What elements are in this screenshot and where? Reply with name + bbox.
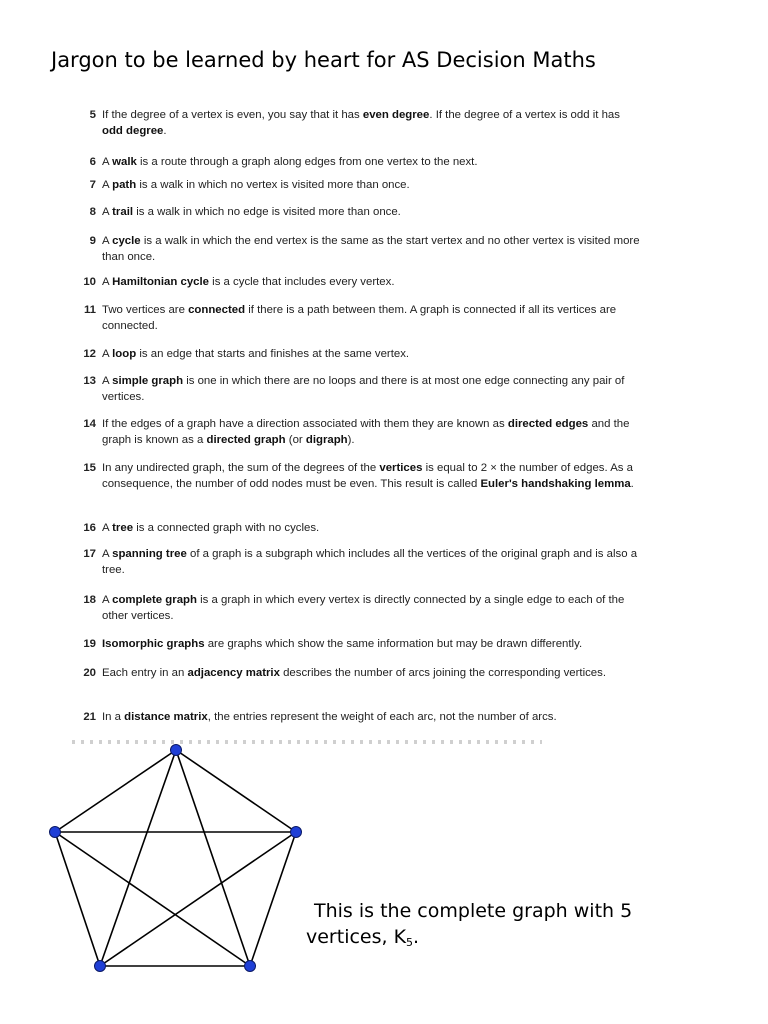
definition-term: adjacency matrix bbox=[187, 667, 280, 679]
definition-term: trail bbox=[112, 206, 134, 218]
definition-number: 8 bbox=[89, 206, 96, 218]
definition-text-fragment: is equal to 2 × the number of edges. As a consequence, the number of odd nodes must be even. This result is called bbox=[102, 462, 633, 490]
definition-term: directed edges bbox=[507, 418, 589, 430]
definition-text-fragment: A bbox=[102, 348, 113, 360]
definition-number: 14 bbox=[83, 418, 96, 430]
definition-text-fragment: is one in which there are no loops and there is at most one edge connecting any pair of vertices. bbox=[102, 375, 625, 403]
definition-text bbox=[102, 155, 642, 171]
definition-item bbox=[72, 275, 642, 291]
definition-text-fragment: is an edge that starts and finishes at the same vertex. bbox=[136, 348, 410, 360]
definition-term: directed graph bbox=[206, 433, 286, 446]
definition-text-fragment: . bbox=[163, 124, 167, 137]
graph-edge bbox=[100, 750, 176, 966]
definition-text bbox=[102, 637, 642, 653]
definition-text bbox=[102, 666, 642, 682]
definition-text-fragment: A bbox=[102, 179, 113, 191]
definition-text bbox=[102, 461, 642, 492]
definition-number: 11 bbox=[83, 304, 96, 316]
graph-edge bbox=[55, 832, 250, 966]
definition-number: 12 bbox=[83, 348, 96, 360]
definition-text-fragment: In a bbox=[102, 711, 125, 723]
definition-term: path bbox=[112, 179, 137, 191]
definition-text bbox=[102, 303, 642, 334]
definition-term: Hamiltonian cycle bbox=[112, 276, 209, 288]
definition-text-fragment: is a graph in which every vertex is directly connected by a single edge to each of the other vertices. bbox=[102, 594, 625, 622]
graph-edge bbox=[55, 832, 100, 966]
definition-term: spanning tree bbox=[112, 548, 187, 560]
definition-text bbox=[102, 108, 642, 139]
definition-text-fragment: A bbox=[102, 235, 113, 247]
definition-number: 19 bbox=[83, 638, 96, 650]
definition-number: 21 bbox=[83, 711, 96, 723]
definition-text bbox=[102, 710, 642, 726]
definition-number: 6 bbox=[89, 156, 96, 168]
caption-line-1: This is the complete graph with 5 bbox=[314, 900, 633, 922]
definition-item bbox=[72, 178, 642, 194]
definition-term: even degree bbox=[362, 109, 430, 121]
definition-text bbox=[102, 205, 642, 221]
definition-text-fragment: , the entries represent the weight of each arc, not the number of arcs. bbox=[207, 711, 557, 723]
definition-text-fragment: In any undirected graph, the sum of the degrees of the bbox=[102, 462, 380, 474]
definition-item bbox=[72, 521, 642, 537]
definition-text-fragment: is a walk in which no vertex is visited more than once. bbox=[136, 179, 410, 191]
definition-text-fragment: A bbox=[102, 206, 113, 218]
graph-edge bbox=[176, 750, 250, 966]
definition-number: 5 bbox=[89, 109, 96, 121]
definition-term: complete graph bbox=[112, 594, 197, 606]
caption-line-2-text: vertices, K bbox=[306, 926, 407, 948]
figure-caption bbox=[306, 898, 726, 956]
caption-line-2 bbox=[306, 924, 726, 956]
definition-text-fragment: are graphs which show the same information but may be drawn differently. bbox=[204, 638, 583, 650]
definition-text bbox=[102, 347, 642, 363]
definition-text-fragment: A bbox=[102, 522, 113, 534]
complete-graph-k5-figure bbox=[40, 738, 320, 978]
definition-text bbox=[102, 275, 642, 291]
graph-edge bbox=[55, 750, 176, 832]
definition-text-fragment: If the edges of a graph have a direction associated with them they are known as bbox=[102, 418, 508, 430]
definition-number: 16 bbox=[83, 522, 96, 534]
definition-item bbox=[72, 461, 642, 492]
definition-text-fragment: . If the degree of a vertex is odd it has bbox=[429, 109, 620, 121]
definition-text bbox=[102, 234, 642, 265]
definition-text-fragment: A bbox=[102, 548, 113, 560]
definition-item bbox=[72, 547, 642, 578]
definition-item bbox=[72, 593, 642, 624]
definition-number: 10 bbox=[83, 276, 96, 288]
graph-vertex bbox=[171, 745, 182, 756]
definition-number: 13 bbox=[83, 375, 96, 387]
page-title: Jargon to be learned by heart for AS Decision Maths bbox=[51, 48, 596, 72]
graph-vertex bbox=[291, 827, 302, 838]
definition-text-fragment: and the graph is known as a bbox=[102, 418, 630, 446]
definition-item bbox=[72, 347, 642, 363]
definition-text-fragment: A bbox=[102, 156, 113, 168]
definition-item bbox=[72, 666, 642, 682]
definition-term: cycle bbox=[112, 235, 141, 247]
definition-text-fragment: A bbox=[102, 594, 113, 606]
definition-item bbox=[72, 710, 642, 726]
definition-text-fragment: A bbox=[102, 276, 113, 288]
definition-text-fragment: if there is a path between them. A graph is connected if all its vertices are connected. bbox=[102, 304, 617, 332]
definition-item bbox=[72, 637, 642, 653]
graph-edge bbox=[100, 832, 296, 966]
definition-term: walk bbox=[112, 156, 137, 168]
definition-item bbox=[72, 108, 642, 139]
definition-text-fragment: is a connected graph with no cycles. bbox=[133, 522, 320, 534]
definition-number: 7 bbox=[89, 179, 96, 191]
definition-term: odd degree bbox=[102, 124, 164, 137]
definition-text bbox=[102, 593, 642, 624]
definition-text-fragment: is a route through a graph along edges from one vertex to the next. bbox=[136, 156, 478, 168]
definition-term: tree bbox=[112, 522, 134, 534]
definition-number: 17 bbox=[83, 548, 96, 560]
definition-text-fragment: Each entry in an bbox=[102, 667, 188, 679]
definition-text-fragment: is a walk in which no edge is visited more than once. bbox=[133, 206, 401, 218]
definition-term: Isomorphic graphs bbox=[102, 638, 205, 650]
graph-edge bbox=[250, 832, 296, 966]
definition-term: Euler's handshaking lemma bbox=[480, 477, 631, 490]
definition-text-fragment: A bbox=[102, 375, 113, 387]
definition-item bbox=[72, 234, 642, 265]
definition-item bbox=[72, 155, 642, 171]
definition-number: 20 bbox=[83, 667, 96, 679]
definition-text-fragment: . bbox=[630, 477, 634, 490]
caption-line-2-end: . bbox=[413, 926, 420, 948]
definition-term: connected bbox=[188, 304, 246, 316]
definition-item bbox=[72, 374, 642, 405]
definition-term: loop bbox=[112, 348, 137, 360]
definition-text-fragment: If the degree of a vertex is even, you say that it has bbox=[102, 109, 363, 121]
definition-term: digraph bbox=[305, 433, 348, 446]
definition-text bbox=[102, 521, 642, 537]
definition-term: vertices bbox=[379, 462, 423, 474]
definition-item bbox=[72, 417, 642, 448]
graph-vertex bbox=[50, 827, 61, 838]
definition-text bbox=[102, 178, 642, 194]
definition-term: simple graph bbox=[112, 375, 184, 387]
definition-text-fragment: ). bbox=[347, 433, 355, 446]
definition-item bbox=[72, 205, 642, 221]
definition-text-fragment: (or bbox=[285, 433, 306, 446]
definition-text bbox=[102, 547, 642, 578]
graph-vertex bbox=[245, 961, 256, 972]
definition-number: 9 bbox=[89, 235, 96, 247]
definition-number: 18 bbox=[83, 594, 96, 606]
graph-vertex bbox=[95, 961, 106, 972]
definition-item bbox=[72, 303, 642, 334]
definition-term: distance matrix bbox=[124, 711, 208, 723]
definition-number: 15 bbox=[83, 462, 96, 474]
definition-text-fragment: is a cycle that includes every vertex. bbox=[209, 276, 395, 288]
definition-text-fragment: describes the number of arcs joining the corresponding vertices. bbox=[279, 667, 607, 679]
definition-text-fragment: Two vertices are bbox=[102, 304, 189, 316]
definition-text bbox=[102, 417, 642, 448]
definition-text-fragment: of a graph is a subgraph which includes all the vertices of the original graph and is also a tree. bbox=[102, 548, 638, 576]
definition-text-fragment: is a walk in which the end vertex is the same as the start vertex and no other vertex is visited more than once. bbox=[102, 235, 640, 263]
graph-edge bbox=[176, 750, 296, 832]
definition-text bbox=[102, 374, 642, 405]
caption-subscript: 5 bbox=[406, 936, 414, 949]
